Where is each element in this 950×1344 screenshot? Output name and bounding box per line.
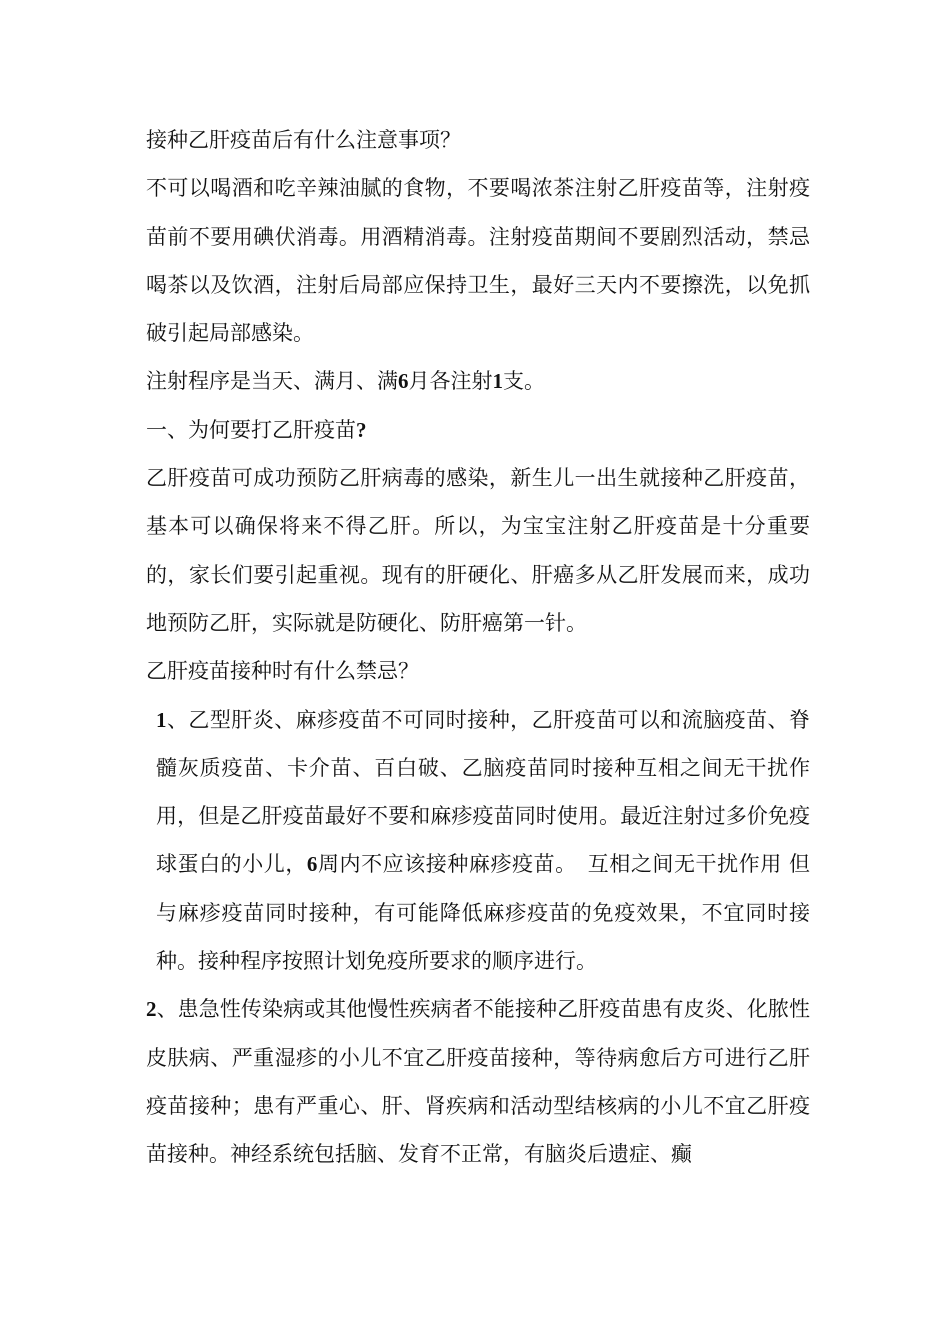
schedule-text-b: 月各注射 (408, 369, 493, 394)
list-item-2 (146, 985, 810, 1178)
list-item-1-weeks-number: 6 (306, 852, 318, 877)
schedule-text-c: 支。 (503, 369, 545, 394)
paragraph-why: 乙肝疫苗可成功预防乙肝病毒的感染，新生儿一出生就接种乙肝疫苗，基本可以确保将来不得乙肝。所以，为宝宝注射乙肝疫苗是十分重要的，家长们要引起重视。现有的肝硬化、肝癌多从乙肝发展而来，成功地预防乙肝，实际就是防硬化、防肝癌第一针。 (146, 466, 810, 635)
list-item-2-number: 2 (146, 997, 157, 1022)
list-item-1-text-b: 周内不应该接种麻疹疫苗。 互相之间无干扰作用 但与麻疹疫苗同时接种，有可能降低麻疹疫苗的免疫效果，不宜同时接种。接种程序按照计划免疫所要求的顺序进行。 (156, 852, 810, 974)
paragraph-precautions: 不可以喝酒和吃辛辣油腻的食物，不要喝浓茶注射乙肝疫苗等，注射疫苗前不要用碘伏消毒。用酒精消毒。注射疫苗期间不要剧烈活动，禁忌喝茶以及饮酒，注射后局部应保持卫生，最好三天内不要擦洗，以免抓破引起局部感染。 (146, 176, 810, 346)
section-heading-why-text: 一、为何要打乙肝疫苗 (146, 417, 356, 442)
list-item-1-number: 1 (156, 707, 167, 732)
document-body (146, 116, 810, 1179)
section-heading-why (146, 406, 810, 454)
section-heading-contraindications: 乙肝疫苗接种时有什么禁忌？ (146, 659, 419, 684)
schedule-number-1: 1 (492, 369, 503, 394)
document-title: 接种乙肝疫苗后有什么注意事项？ (146, 128, 461, 152)
schedule-text-a: 注射程序是当天、满月、满 (146, 369, 398, 394)
list-item-2-text: 、患急性传染病或其他慢性疾病者不能接种乙肝疫苗患有皮炎、化脓性皮肤病、严重湿疹的小儿不宜乙肝疫苗接种，等待病愈后方可进行乙肝疫苗接种；患有严重心、肝、肾疾病和活动型结核病的小儿不宜乙肝疫苗接种。神经系统包括脑、发育不正常，有脑炎后遗症、癫 (146, 997, 810, 1167)
schedule-number-6: 6 (398, 369, 409, 394)
list-item-1 (146, 696, 810, 986)
paragraph-schedule (146, 357, 810, 405)
list-item-1-text-a: 、乙型肝炎、麻疹疫苗不可同时接种，乙肝疫苗可以和流脑疫苗、脊髓灰质疫苗、卡介苗、百白破、乙脑疫苗同时接种互相之间无干扰作用，但是乙肝疫苗最好不要和麻疹疫苗同时使用。最近注射过多价免疫球蛋白的小儿， (156, 707, 810, 877)
section-heading-why-mark: ? (356, 417, 367, 442)
